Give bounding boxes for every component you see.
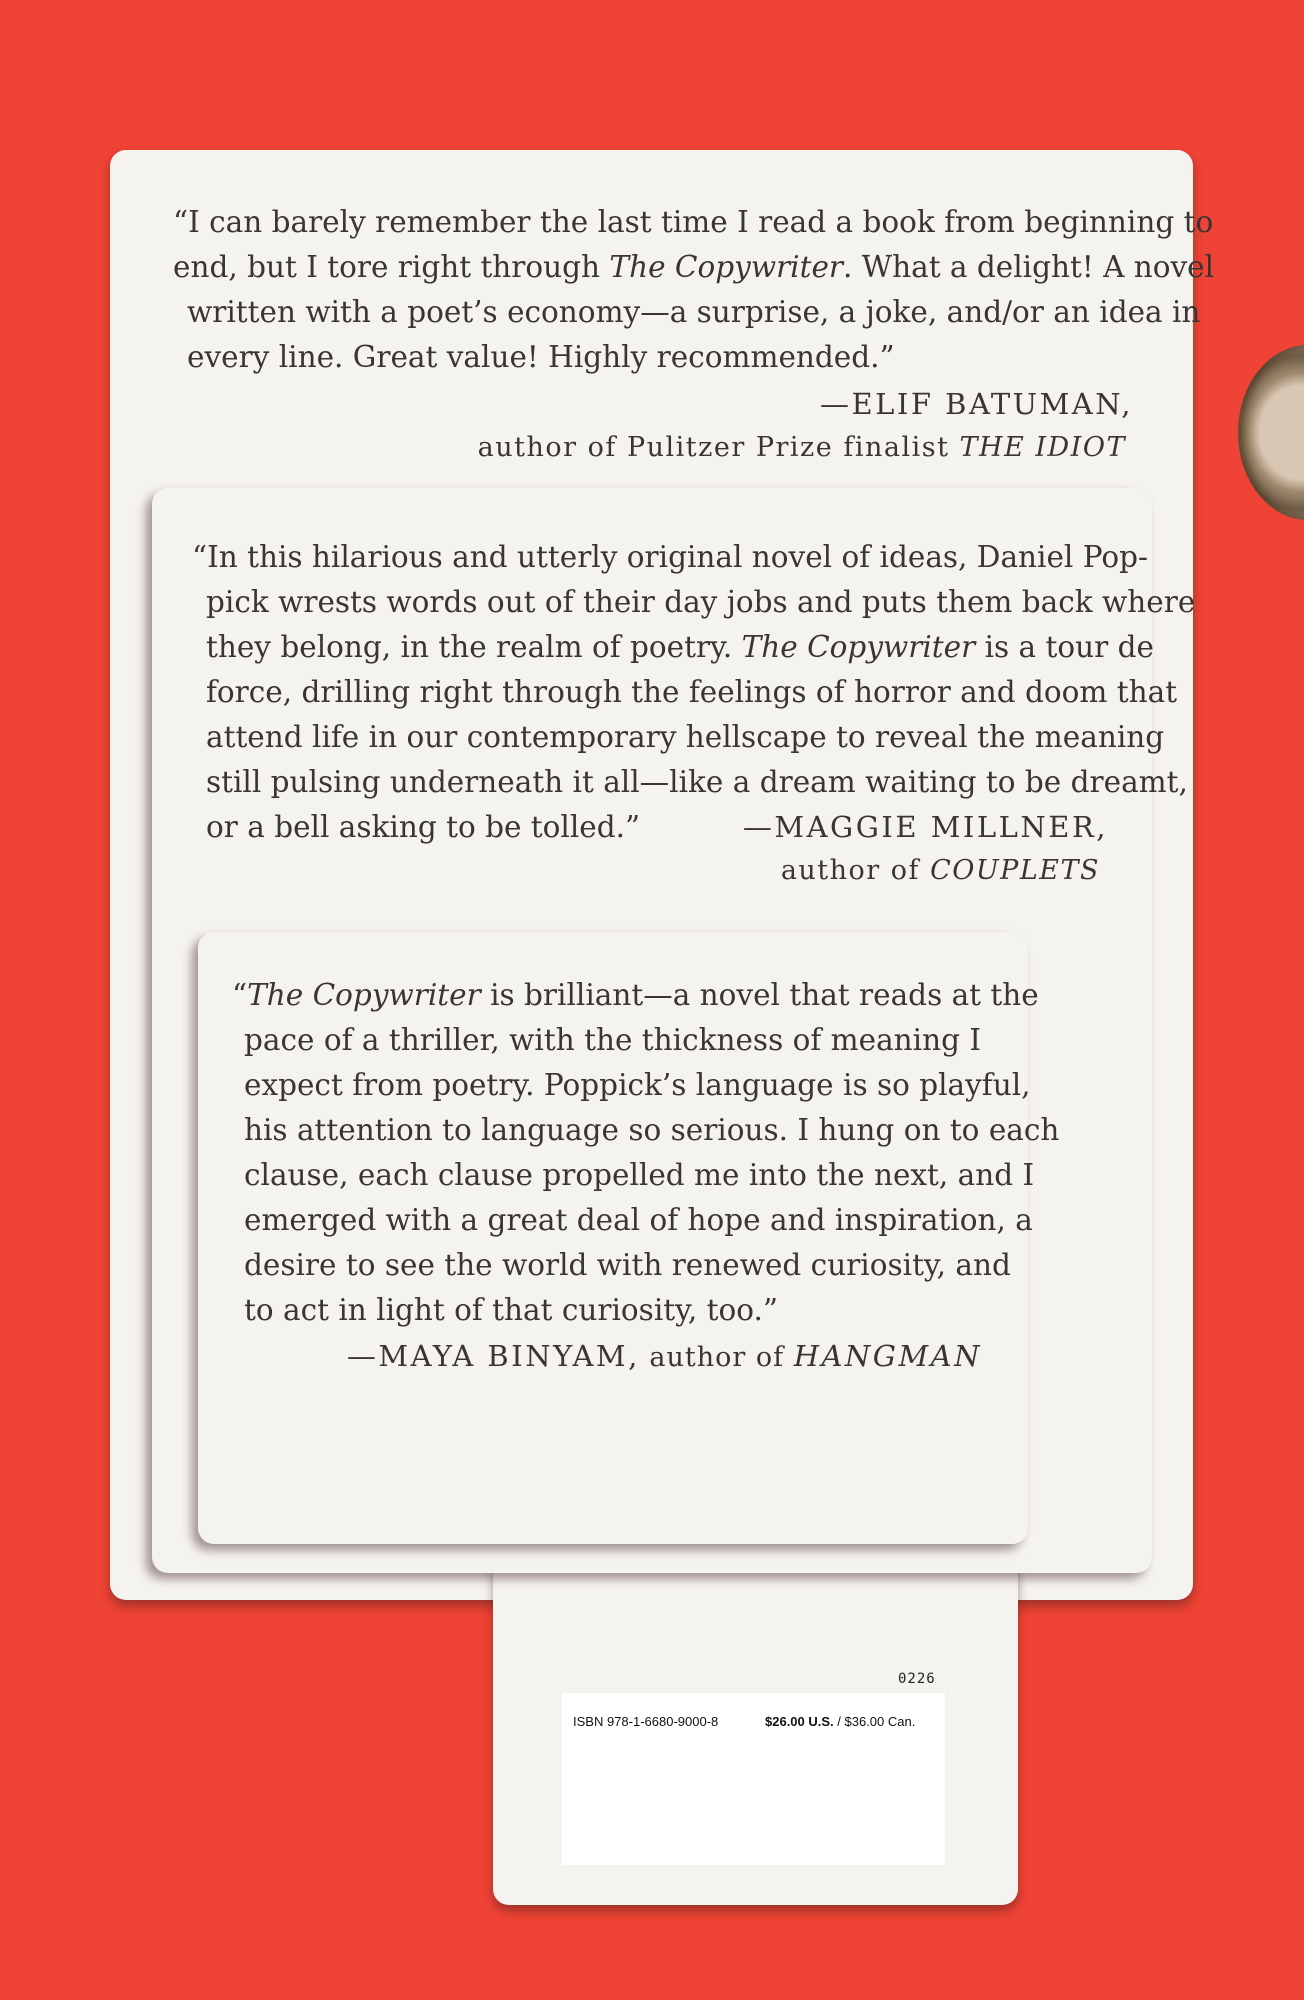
quote-line: “In this hilarious and utterly original novel of ideas, Daniel Pop-: [192, 540, 1149, 574]
quote-line: written with a poet’s economy—a surprise, a joke, and/or an idea in: [187, 295, 1201, 329]
book-title: The Copywriter: [741, 630, 976, 664]
book-title: The Copywriter: [247, 978, 481, 1012]
attribution-name: —ELIF BATUMAN,: [819, 387, 1133, 421]
quote-line: clause, each clause propelled me into the next, and I: [244, 1158, 1035, 1192]
blurb-quote-3: [232, 973, 1059, 1333]
isbn-label: ISBN 978-1-6680-9000-8: [573, 1714, 719, 1729]
quote-line: pick wrests words out of their day jobs and puts them back where: [206, 585, 1196, 619]
price-can: $36.00 Can.: [844, 1714, 916, 1729]
quote-line: expect from poetry. Poppick’s language is so playful,: [244, 1068, 1031, 1102]
quote-line: “I can barely remember the last time I read a book from beginning to: [173, 205, 1214, 239]
quote-line: pace of a thriller, with the thickness of meaning I: [244, 1023, 982, 1057]
quote-line: they belong, in the realm of poetry. The Copywriter is a tour de: [206, 630, 1154, 664]
cited-work: THE IDIOT: [959, 432, 1126, 463]
book-title: The Copywriter: [609, 250, 844, 284]
price-us: $26.00 U.S.: [765, 1714, 834, 1729]
cited-work: COUPLETS: [930, 855, 1100, 886]
quote-line: end, but I tore right through The Copywriter. What a delight! A novel: [173, 250, 1215, 284]
price-code: 0226: [898, 1671, 936, 1687]
attribution-credit: author of: [639, 1342, 794, 1373]
attribution-credit: author of COUPLETS: [780, 855, 1100, 886]
price-label: $26.00 U.S. / $36.00 Can.: [765, 1714, 916, 1729]
quote-line: force, drilling right through the feelings of horror and doom that: [206, 675, 1178, 709]
quote-line: desire to see the world with renewed curiosity, and: [244, 1248, 1011, 1282]
attribution-credit: author of Pulitzer Prize finalist THE IDIOT: [477, 432, 1126, 463]
oyster-shell-image: [1238, 345, 1304, 520]
quote-line: his attention to language so serious. I hung on to each: [244, 1113, 1060, 1147]
attribution-name: —MAGGIE MILLNER,: [742, 810, 1108, 844]
blurb-quote-2: [192, 535, 1195, 850]
quote-line: or a bell asking to be tolled.”: [206, 810, 641, 844]
quote-line: “The Copywriter is brilliant—a novel that reads at the: [232, 978, 1039, 1012]
quote-line: every line. Great value! Highly recommended.”: [187, 340, 895, 374]
cited-work: HANGMAN: [793, 1339, 982, 1373]
attribution-line: [347, 1339, 982, 1373]
attribution-name: —MAYA BINYAM,: [346, 1339, 640, 1373]
quote-line: emerged with a great deal of hope and inspiration, a: [244, 1203, 1033, 1237]
quote-line: to act in light of that curiosity, too.”: [244, 1293, 778, 1327]
quote-line: attend life in our contemporary hellscape to reveal the meaning: [206, 720, 1165, 754]
quote-line: still pulsing underneath it all—like a dream waiting to be dreamt,: [206, 765, 1188, 799]
blurb-quote-1: [173, 200, 1214, 380]
